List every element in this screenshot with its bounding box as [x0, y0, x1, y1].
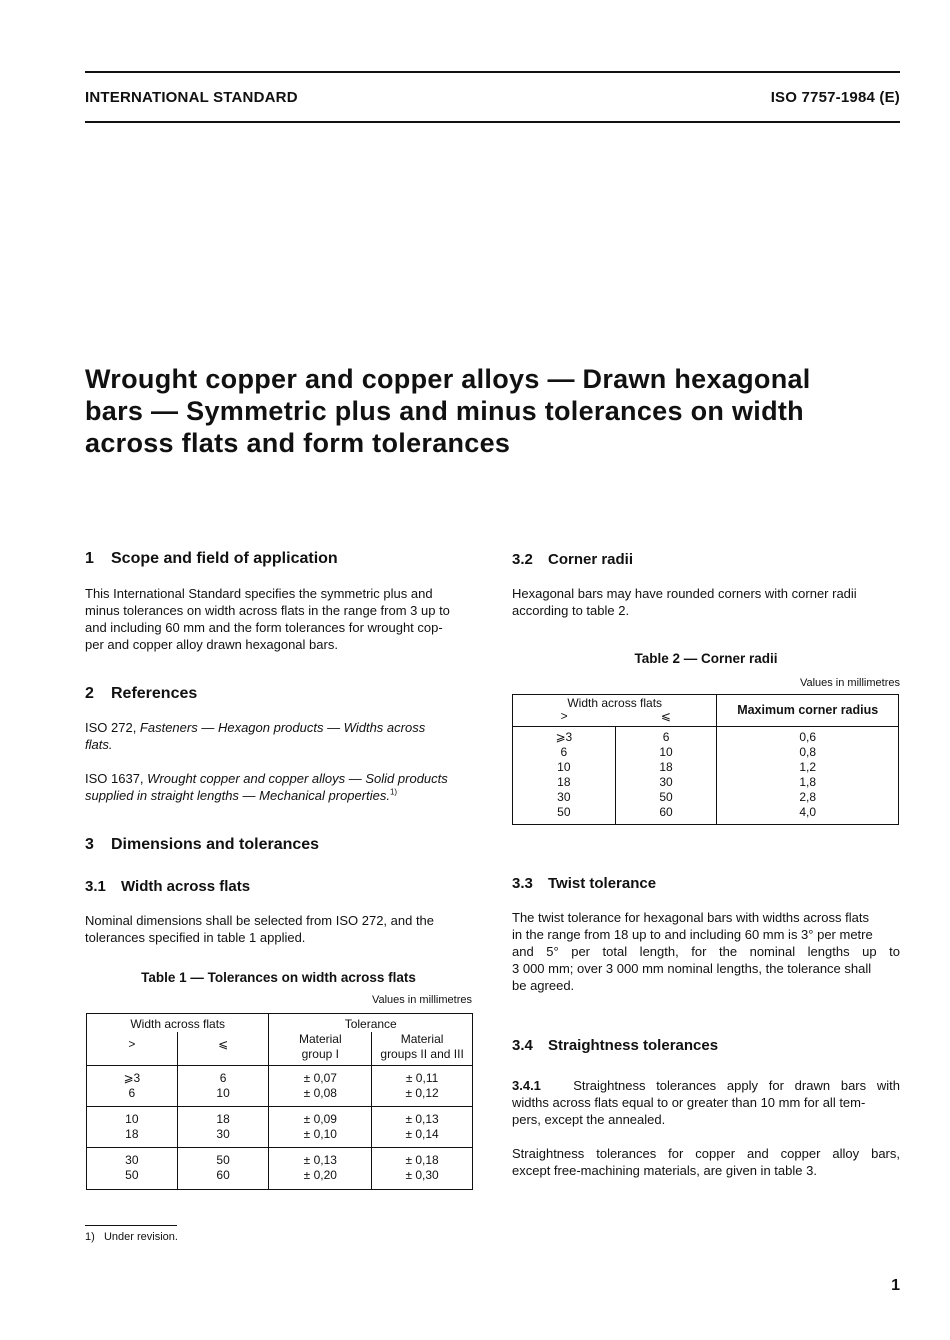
t2-head-le: ⩽ [660, 709, 671, 723]
section-3-heading [85, 836, 319, 854]
t2-cell: 0,6 [717, 727, 899, 746]
t1-cell: 50 [125, 1168, 139, 1182]
section-3-1-line: tolerances specified in table 1 applied. [85, 930, 306, 945]
t1-head-tolerance: Tolerance [269, 1014, 473, 1033]
header-left: INTERNATIONAL STANDARD [85, 89, 298, 106]
table-row [513, 727, 899, 746]
t1-cell: 60 [177, 1168, 269, 1190]
t1-cell: 6 [128, 1086, 136, 1100]
section-3-4-2-line: except free-machining materials, are given in table 3. [512, 1163, 817, 1178]
section-3-3-line: The twist tolerance for hexagonal bars with widths across flats [512, 910, 869, 925]
t1-head-material-1-b: group I [301, 1047, 339, 1061]
section-3-3-title: Twist tolerance [548, 875, 657, 892]
t1-cell: 30 [125, 1153, 139, 1167]
section-3-2-number: 3.2 [512, 551, 533, 568]
t1-cell: 10 [125, 1112, 139, 1126]
section-3-4-1-text [512, 1077, 900, 1128]
section-3-2-line: Hexagonal bars may have rounded corners with corner radii [512, 586, 857, 601]
t1-cell: ± 0,13 [269, 1148, 372, 1169]
section-2-heading [85, 685, 197, 703]
t1-cell: 18 [125, 1127, 139, 1141]
table-row [87, 1148, 473, 1169]
t1-head-material-2 [372, 1032, 473, 1066]
t2-cell: 1,2 [717, 760, 899, 775]
t1-head-gt: > [128, 1037, 136, 1051]
section-2-title: References [111, 685, 198, 702]
section-3-4-title: Straightness tolerances [548, 1037, 719, 1054]
page-number: 1 [891, 1277, 900, 1294]
t1-cell: ± 0,12 [372, 1086, 473, 1107]
t1-head-material-1-a: Material [298, 1032, 342, 1046]
t1-head-width: Width across flats [130, 1017, 226, 1031]
t2-cell: 0,8 [717, 745, 899, 760]
section-3-4-2-text [512, 1145, 900, 1179]
t1-cell: 18 [177, 1107, 269, 1128]
section-1-line: per and copper alloy drawn hexagonal bars. [85, 637, 338, 652]
section-1-line: and including 60 mm and the form tolerances for wrought cop- [85, 620, 443, 635]
footnote-reference: 1) [389, 787, 398, 797]
table-2 [512, 694, 899, 825]
table-row [87, 1107, 473, 1128]
section-1-heading [85, 550, 338, 568]
t2-cell: 30 [557, 790, 571, 804]
t2-cell: 10 [557, 760, 571, 774]
section-3-4-1-number: 3.4.1 [512, 1078, 541, 1093]
title-line-2: bars — Symmetric plus and minus tolerances on width [85, 396, 804, 426]
section-1-line: This International Standard specifies the symmetric plus and [85, 586, 433, 601]
table-2-caption: Table 2 — Corner radii [634, 651, 778, 666]
table-row [87, 1168, 473, 1190]
t1-cell: 50 [177, 1148, 269, 1169]
t1-cell: 10 [177, 1086, 269, 1107]
t2-cell: 30 [615, 775, 717, 790]
section-3-4-heading [512, 1037, 718, 1054]
t1-cell: ± 0,11 [372, 1066, 473, 1087]
table-row [513, 760, 899, 775]
table-row [513, 745, 899, 760]
reference-iso-1637 [85, 770, 472, 804]
reference-iso-272 [85, 719, 472, 753]
section-3-3-heading [512, 875, 656, 892]
t2-cell: 2,8 [717, 790, 899, 805]
section-3-3-text [512, 909, 900, 994]
document-title [85, 363, 905, 459]
section-1-text [85, 585, 472, 653]
footnote [85, 1231, 178, 1243]
t2-head-gt: > [560, 709, 568, 723]
footnote-rule [85, 1225, 177, 1226]
title-line-3: across flats and form tolerances [85, 428, 511, 458]
t2-cell: 10 [615, 745, 717, 760]
section-3-4-number: 3.4 [512, 1037, 533, 1054]
section-3-1-line: Nominal dimensions shall be selected from ISO 272, and the [85, 913, 435, 928]
section-3-1-text [85, 912, 472, 946]
t2-cell: 1,8 [717, 775, 899, 790]
t1-cell: ± 0,13 [372, 1107, 473, 1128]
header-right: ISO 7757-1984 (E) [770, 89, 900, 106]
table-1 [86, 1013, 473, 1190]
table-row [513, 775, 899, 790]
t2-head-radius: Maximum corner radius [717, 695, 899, 727]
ref2-prefix: ISO 1637, [85, 771, 148, 786]
ref1-title-line2: flats. [85, 737, 113, 752]
t2-cell: 18 [557, 775, 571, 789]
t2-cell: ⩾3 [555, 730, 573, 744]
section-3-4-1-line: widths across flats equal to or greater than 10 mm for all tem- [512, 1095, 866, 1110]
footnote-mark: 1) [85, 1231, 95, 1243]
table-row [87, 1066, 473, 1087]
t1-cell: ⩾3 [123, 1071, 141, 1085]
section-1-line: minus tolerances on width across flats in the range from 3 up to [85, 603, 450, 618]
t1-head-material-2-b: groups II and III [380, 1047, 464, 1061]
t1-cell: ± 0,20 [269, 1168, 372, 1190]
title-line-1: Wrought copper and copper alloys — Drawn hexagonal [85, 364, 811, 394]
t2-cell: 4,0 [717, 805, 899, 825]
t1-cell: ± 0,18 [372, 1148, 473, 1169]
t1-cell: 6 [177, 1066, 269, 1087]
ref1-prefix: ISO 272, [85, 720, 140, 735]
t1-cell: ± 0,30 [372, 1168, 473, 1190]
section-3-1-title: Width across flats [121, 878, 251, 895]
section-3-3-line: 3 000 mm; over 3 000 mm nominal lengths, the tolerance shall [512, 961, 872, 976]
section-3-3-line: be agreed. [512, 978, 575, 993]
section-3-3-line: in the range from 18 up to and including 60 mm is 3° per metre [512, 927, 873, 942]
section-3-4-2-line: Straightness tolerances for copper and copper alloy bars, [512, 1146, 900, 1161]
table-1-unit: Values in millimetres [371, 994, 472, 1006]
t1-cell: ± 0,14 [372, 1127, 473, 1148]
section-3-1-number: 3.1 [85, 878, 106, 895]
section-3-4-1-line: Straightness tolerances apply for drawn bars with [573, 1078, 900, 1093]
header-rule [85, 121, 900, 123]
t2-head-width: Width across flats [567, 696, 663, 710]
t1-cell: ± 0,08 [269, 1086, 372, 1107]
section-3-2-title: Corner radii [548, 551, 634, 568]
t1-head-material-2-a: Material [400, 1032, 444, 1046]
section-3-number: 3 [85, 836, 94, 853]
t2-cell: 50 [615, 790, 717, 805]
t1-cell: 30 [177, 1127, 269, 1148]
ref2-title-line1: Wrought copper and copper alloys — Solid products [147, 771, 448, 786]
section-1-number: 1 [85, 550, 94, 567]
section-3-title: Dimensions and tolerances [111, 836, 320, 853]
t2-cell: 60 [615, 805, 717, 825]
ref1-title-line1: Fasteners — Hexagon products — Widths across [139, 720, 426, 735]
section-3-1-heading [85, 878, 250, 895]
top-rule [85, 71, 900, 73]
section-3-2-heading [512, 551, 633, 568]
section-3-4-1-line: pers, except the annealed. [512, 1112, 666, 1127]
table-1-caption: Table 1 — Tolerances on width across flats [141, 970, 416, 985]
section-3-3-line: and 5° per total length, for the nominal lengths up to [512, 944, 900, 959]
t1-head-le: ⩽ [177, 1032, 269, 1066]
table-2-unit: Values in millimetres [799, 677, 900, 689]
t1-cell: ± 0,09 [269, 1107, 372, 1128]
table-row [513, 790, 899, 805]
ref2-title-line2: supplied in straight lengths — Mechanical properties. [85, 788, 390, 803]
t2-cell: 6 [615, 727, 717, 746]
section-3-3-number: 3.3 [512, 875, 533, 892]
section-3-2-line: according to table 2. [512, 603, 630, 618]
table-row [513, 805, 899, 825]
table-row [87, 1127, 473, 1148]
section-1-title: Scope and field of application [111, 550, 338, 567]
section-2-number: 2 [85, 685, 94, 702]
footnote-text: Under revision. [103, 1231, 178, 1243]
t1-head-material-1 [269, 1032, 372, 1066]
t1-cell: ± 0,10 [269, 1127, 372, 1148]
table-row [87, 1086, 473, 1107]
t1-cell: ± 0,07 [269, 1066, 372, 1087]
t2-cell: 50 [557, 805, 571, 819]
t2-cell: 6 [560, 745, 568, 759]
t2-cell: 18 [615, 760, 717, 775]
section-3-2-text [512, 585, 900, 619]
